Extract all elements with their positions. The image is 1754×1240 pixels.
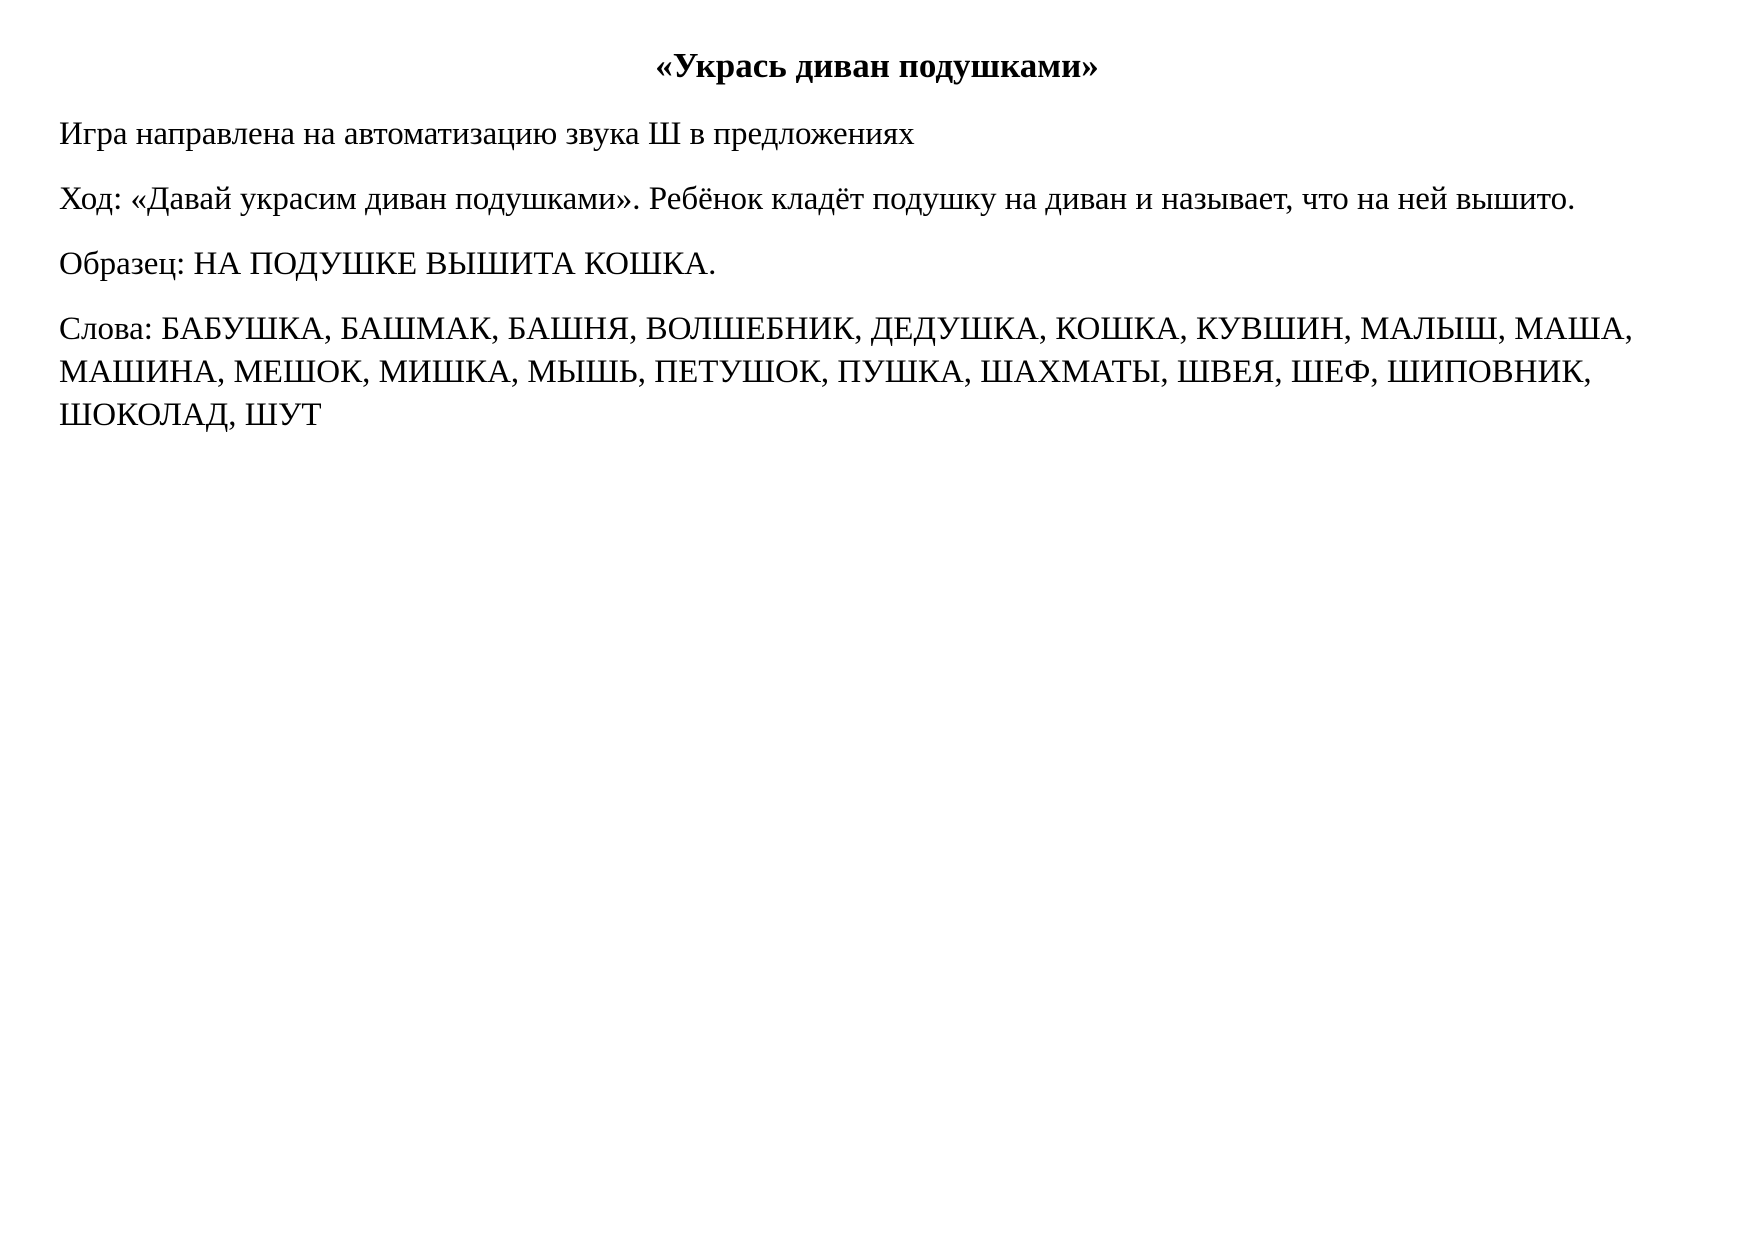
procedure-paragraph: Ход: «Давай украсим диван подушками». Ребёнок кладёт подушку на диван и называет, что на ней вышито. [59,181,1576,217]
words-paragraph: Слова: БАБУШКА, БАШМАК, БАШНЯ, ВОЛШЕБНИК, ДЕДУШКА, КОШКА, КУВШИН, МАЛЫШ, МАША, МАШИНА, МЕШОК, МИШКА, МЫШЬ, ПЕТУШОК, ПУШКА, ШАХМАТЫ, ШВЕЯ, ШЕФ, ШИПОВНИК, ШОКОЛАД, ШУТ [59,311,1633,433]
document-title: «Укрась диван подушками» [655,46,1099,85]
sample-paragraph: Образец: НА ПОДУШКЕ ВЫШИТА КОШКА. [59,246,717,282]
purpose-paragraph: Игра направлена на автоматизацию звука Ш в предложениях [59,116,915,152]
